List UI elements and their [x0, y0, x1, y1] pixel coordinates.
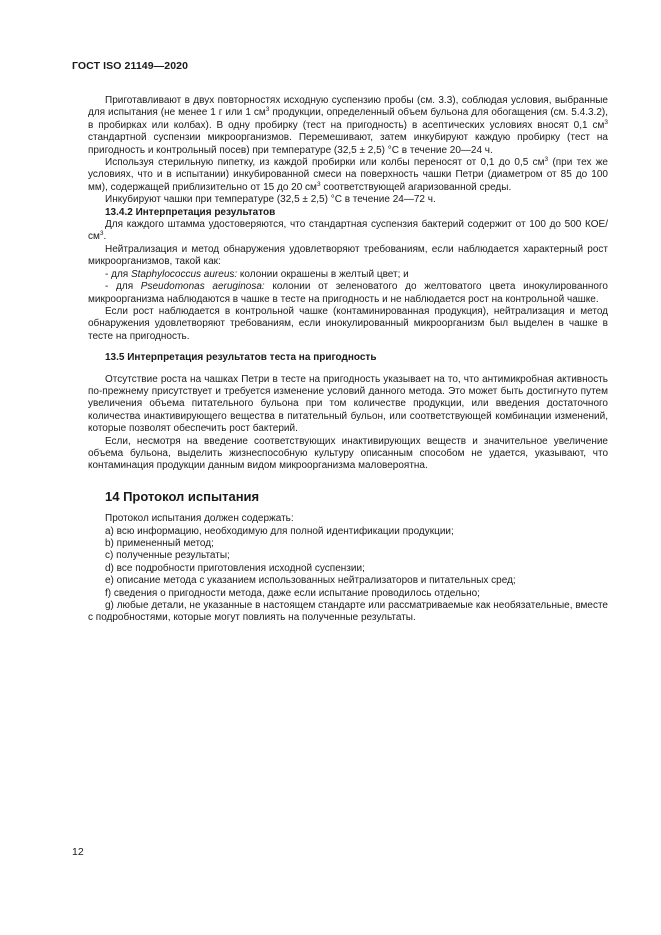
paragraph: Отсутствие роста на чашках Петри в тесте на пригодность указывает на то, что антимикробная активность по-прежнему присутствует и требуется изменение условий данного метода. Это может быть достигнуто путем увеличения объема питательного бульона при том количестве продукции, или введения достаточного количества инактивирующего вещества в питательный бульон, или соответствующей комбинации изменений, которые позволят обеспечить рост бактерий.	[88, 373, 608, 435]
document-header: ГОСТ ISO 21149—2020	[72, 60, 189, 72]
list-item: a) всю информацию, необходимую для полной идентификации продукции;	[105, 525, 454, 537]
page-number: 12	[72, 846, 84, 858]
paragraph: Нейтрализация и метод обнаружения удовлетворяют требованиям, если наблюдается характерный рост микроорганизмов, такой как:	[88, 243, 608, 268]
page-content	[88, 95, 608, 625]
paragraph: Если, несмотря на введение соответствующих инактивирующих веществ и значительное увеличение объема бульона, выделить жизнеспособную культуру описанным способом не удается, указывают, что контаминация продукции данным видом микроорганизма маловероятна.	[88, 435, 608, 472]
paragraph: Используя стерильную пипетку, из каждой пробирки или колбы переносят от 0,1 до 0,5 $см^3$ (при тех же условиях, что и в испытании) инкубированной смеси на поверхность чашки Петри (диаметром от 85 до 100 мм), содержащей приблизительно от 15 до 20 $см^3$ соответствующей агаризованной среды.	[88, 156, 608, 193]
list-item: - для Staphylococcus aureus: колонии окрашены в желтый цвет; и	[105, 268, 409, 280]
list-item: f) сведения о пригодности метода, даже если испытание проводилось отдельно;	[105, 587, 480, 599]
subsection-heading-13-5: 13.5 Интерпретация результатов теста на пригодность	[105, 352, 377, 364]
list-item: e) описание метода с указанием использованных нейтрализаторов и питательных сред;	[105, 575, 516, 587]
paragraph: Если рост наблюдается в контрольной чашке (контаминированная продукция), нейтрализация и метод обнаружения удовлетворяют требованиям, если инокулированный микроорганизм был выделен в чашке в тесте на пригодность.	[88, 305, 608, 342]
list-item: c) полученные результаты;	[105, 550, 230, 562]
paragraph: Для каждого штамма удостоверяются, что стандартная суспензия бактерий содержит от 100 до 500 КОЕ/$см^3$.	[88, 219, 608, 243]
paragraph: Протокол испытания должен содержать:	[105, 513, 294, 525]
section-heading-14: 14 Протокол испытания	[105, 488, 260, 504]
paragraph: Инкубируют чашки при температуре (32,5 ± 2,5) °С в течение 24—72 ч.	[105, 194, 436, 206]
paragraph: Приготавливают в двух повторностях исходную суспензию пробы (см. 3.3), соблюдая условия, выбранные для испытания (не менее 1 г или 1 $см^3$ продукции, определенный объем бульона для обогащения (см. 5.4.3.2), в пробирках или колбах). В одну пробирку (тест на пригодность) в асептических условиях вносят 0,1 $см^3$ стандартной суспензии микроорганизмов. Перемешивают, затем инкубируют каждую пробирку (тест на пригодность и контрольный посев) при температуре (32,5 ± 2,5) °С в течение 20—24 ч.	[88, 95, 608, 156]
subsection-heading-13-4-2: 13.4.2 Интерпретация результатов	[105, 206, 276, 218]
list-item: d) все подробности приготовления исходной суспензии;	[105, 562, 365, 574]
list-item: g) любые детали, не указанные в настоящем стандарте или рассматриваемые как необязательные, вместе с подробностями, которые могут повлиять на полученные результаты.	[88, 600, 608, 624]
list-item: - для Pseudomonas aeruginosa: колонии от зеленоватого до желтоватого цвета инокулированного микроорганизма наблюдаются в чашке в тесте на пригодность и не наблюдается рост на контрольной чашке.	[88, 281, 608, 305]
list-item: b) примененный метод;	[105, 538, 214, 549]
